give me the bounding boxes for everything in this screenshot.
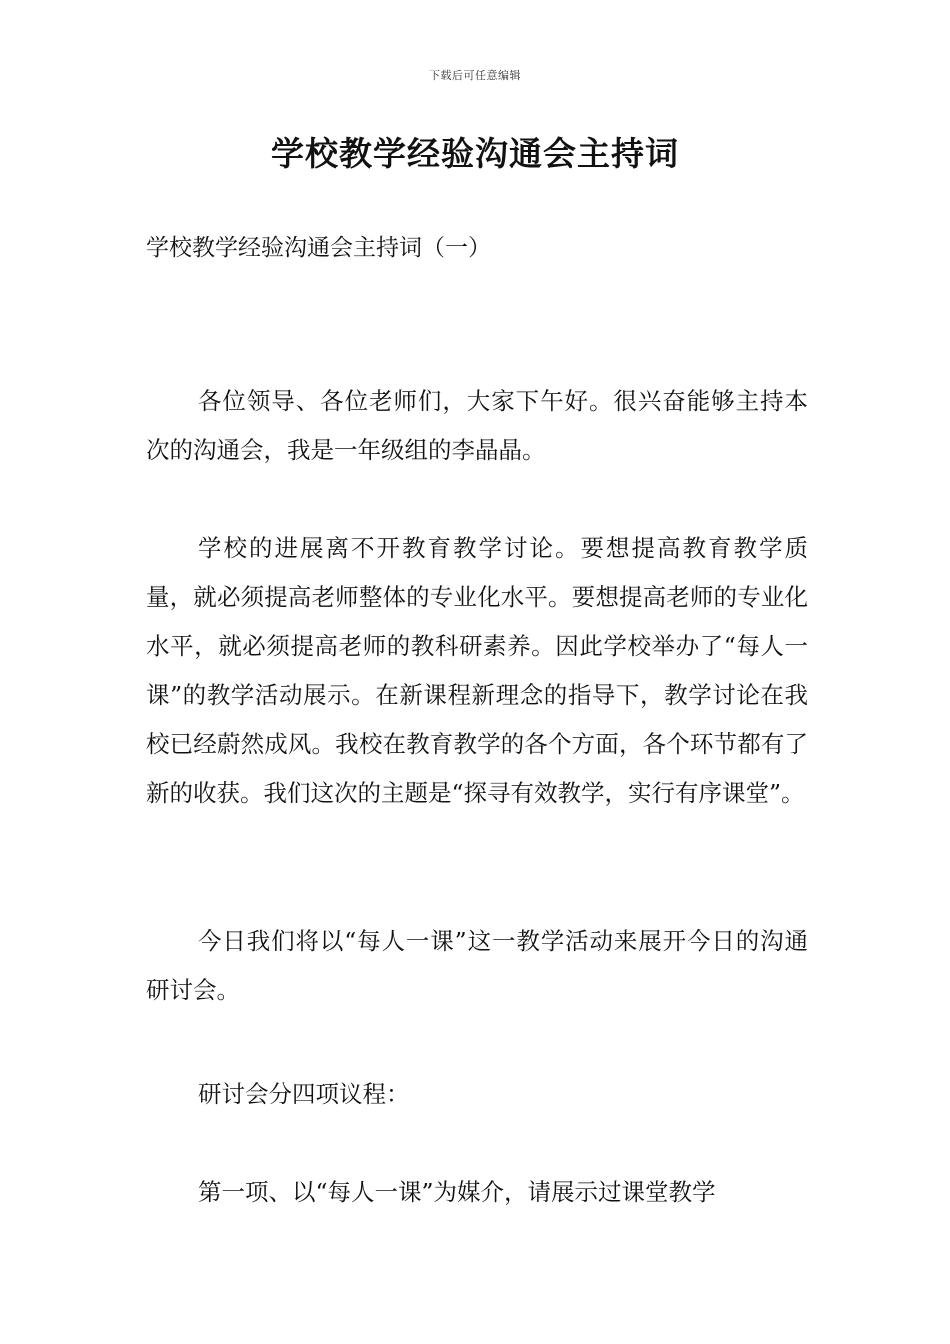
paragraph-topic: 今日我们将以“每人一课”这一教学活动来展开今日的沟通研讨会。: [146, 927, 808, 1004]
paragraph-agenda-item-1: 第一项、以“每人一课”为媒介，请展示过课堂教学: [198, 1178, 716, 1206]
paragraph-agenda-intro: 研讨会分四项议程：: [198, 1080, 410, 1108]
page-title: 学校教学经验沟通会主持词: [271, 134, 679, 173]
paragraph-background: 学校的进展离不开教育教学讨论。要想提高教育教学质量，就必须提高老师整体的专业化水平。要想提高老师的专业化水平，就必须提高老师的教科研素养。因此学校举办了“每人一课”的教学活动展示。在新课程新理念的指导下，教学讨论在我校已经蔚然成风。我校在教育教学的各个方面，各个环节都有了新的收获。我们这次的主题是“探寻有效教学，实行有序课堂”。: [146, 534, 808, 807]
paragraph-greeting: 各位领导、各位老师们，大家下午好。很兴奋能够主持本次的沟通会，我是一年级组的李晶晶。: [146, 387, 808, 464]
header-note: 下载后可任意编辑: [429, 69, 521, 82]
section-subtitle: 学校教学经验沟通会主持词（一）: [146, 235, 491, 261]
